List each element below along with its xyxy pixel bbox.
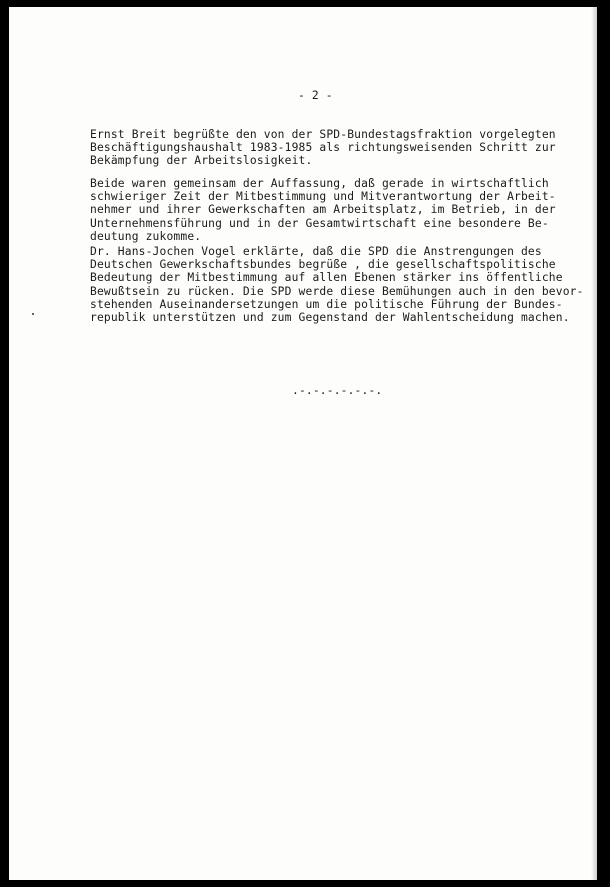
- paragraph-line: stehenden Auseinandersetzungen um die politische Führung der Bundes-: [90, 297, 563, 311]
- page-number: - 2 -: [298, 89, 333, 102]
- paragraph-line: Bedeutung der Mitbestimmung auf allen Ebenen stärker ins öffentliche: [90, 271, 563, 285]
- paragraph-line: Bewußtsein zu rücken. Die SPD werde diese Bemühungen auch in den bevor-: [90, 284, 584, 298]
- closing-mark: .-.-.-.-.-.-.: [292, 384, 383, 397]
- paragraph-line: deutung zukomme.: [90, 229, 202, 243]
- page-edge-shadow: [591, 7, 597, 880]
- paragraph-line: Deutschen Gewerkschaftsbundes begrüße , die gesellschaftspolitische: [90, 258, 556, 272]
- paragraph-vogel: [90, 245, 590, 324]
- paragraph-line: Ernst Breit begrüßte den von der SPD-Bundestagsfraktion vorgelegten: [90, 128, 556, 141]
- paragraph-breit: [90, 128, 590, 168]
- paragraph-line: Bekämpfung der Arbeitslosigkeit.: [90, 154, 313, 168]
- paragraph-line: schwieriger Zeit der Mitbestimmung und Mitverantwortung der Arbeit-: [90, 190, 556, 204]
- paragraph-line: Unternehmensführung und in der Gesamtwirtschaft eine besondere Be-: [90, 216, 549, 230]
- paragraph-line: nehmer und ihrer Gewerkschaften am Arbeitsplatz, im Betrieb, in der: [90, 203, 556, 217]
- paragraph-line: Beschäftigungshaushalt 1983-1985 als richtungsweisenden Schritt zur: [90, 141, 556, 155]
- paragraph-mitbestimmung: [90, 177, 590, 243]
- paragraph-line: Beide waren gemeinsam der Auffassung, daß gerade in wirtschaftlich: [90, 177, 549, 190]
- paragraph-line: Dr. Hans-Jochen Vogel erklärte, daß die SPD die Anstrengungen des: [90, 245, 542, 258]
- document-page: [9, 7, 597, 880]
- paragraph-line: republik unterstützen und zum Gegenstand der Wahlentscheidung machen.: [90, 310, 570, 324]
- scan-speck: [32, 313, 34, 315]
